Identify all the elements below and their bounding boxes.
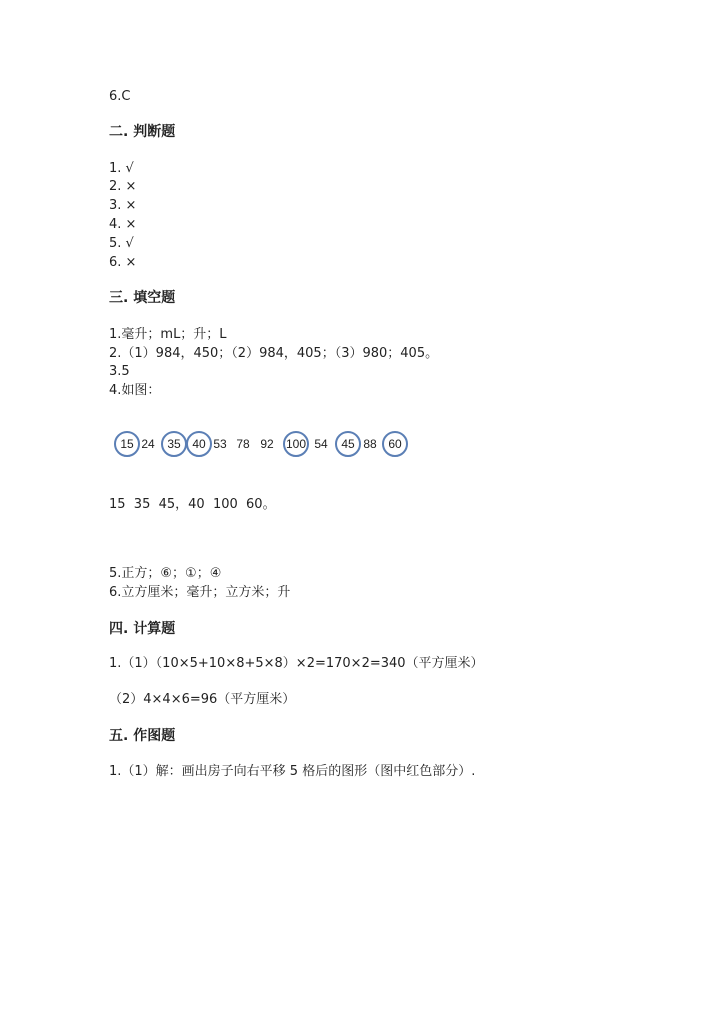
section-heading-calculation: 四. 计算题: [109, 621, 176, 637]
judgement-answer-3: 3. ×: [109, 198, 137, 213]
calculation-answer-2: （2）4×4×6=96（平方厘米）: [109, 692, 296, 707]
fill-answer-6: 6.立方厘米；毫升；立方米；升: [109, 585, 291, 600]
judgement-answer-5: 5. √: [109, 236, 134, 251]
section-heading-judgement: 二. 判断题: [109, 124, 176, 140]
figure-number: 54: [314, 437, 328, 451]
figure-number: 53: [213, 437, 227, 451]
figure-number: 88: [363, 437, 377, 451]
fill-answer-4: 4.如图：: [109, 383, 161, 398]
figure-number: 78: [236, 437, 250, 451]
judgement-answer-1: 1. √: [109, 161, 134, 176]
judgement-answer-6: 6. ×: [109, 255, 137, 270]
figure-number-circled: 100: [283, 431, 309, 457]
judgement-answer-4: 4. ×: [109, 217, 137, 232]
figure-answer: 15 35 45，40 100 60。: [109, 497, 276, 512]
figure-number-circled: 45: [335, 431, 361, 457]
figure-number-circled: 35: [161, 431, 187, 457]
figure-number-circled: 60: [382, 431, 408, 457]
section-heading-fill-blank: 三. 填空题: [109, 290, 176, 306]
fill-answer-5: 5.正方；⑥；①；④: [109, 566, 222, 581]
calculation-answer-1: 1.（1）（10×5+10×8+5×8）×2=170×2=340（平方厘米）: [109, 656, 484, 671]
drawing-answer-1: 1.（1）解：画出房子向右平移 5 格后的图形（图中红色部分）.: [109, 764, 476, 779]
figure-number: 24: [141, 437, 155, 451]
figure-number-circled: 15: [114, 431, 140, 457]
answer-6-c: 6.C: [109, 89, 131, 104]
figure-number: 92: [260, 437, 274, 451]
figure-number-circled: 40: [186, 431, 212, 457]
fill-answer-1: 1.毫升；mL；升；L: [109, 327, 227, 342]
judgement-answer-2: 2. ×: [109, 179, 137, 194]
section-heading-drawing: 五. 作图题: [109, 728, 176, 744]
fill-answer-3: 3.5: [109, 364, 130, 379]
fill-answer-2: 2.（1）984，450；（2）984，405；（3）980；405。: [109, 346, 439, 361]
